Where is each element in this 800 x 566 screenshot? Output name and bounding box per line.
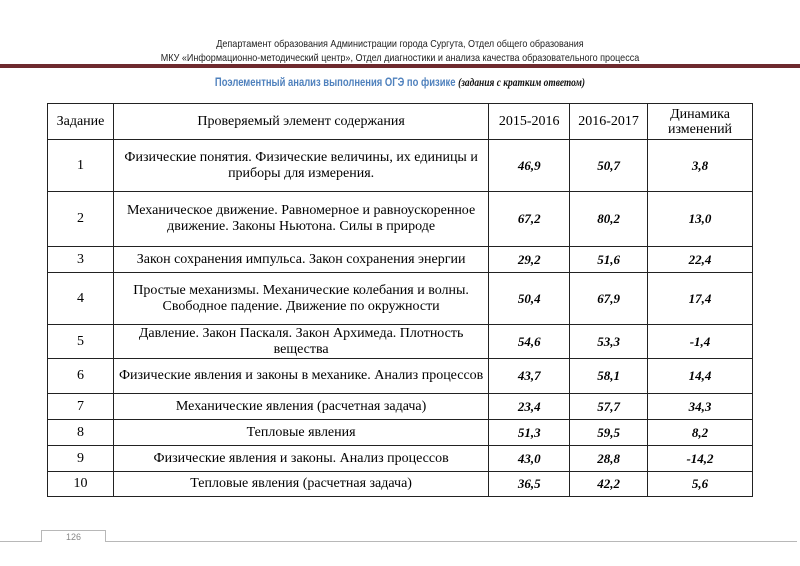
cell-task: 4 [48,273,114,325]
results-table [47,103,753,497]
page-number: 126 [65,532,82,542]
cell-2016-2017: 51,6 [570,247,648,273]
header-rule [0,64,800,68]
cell-2016-2017: 42,2 [570,472,648,497]
table-row [48,472,753,497]
cell-task: 5 [48,325,114,359]
cell-2015-2016: 54,6 [489,325,570,359]
cell-2015-2016: 23,4 [489,394,570,420]
cell-dynamics: -14,2 [648,446,753,472]
cell-task: 10 [48,472,114,497]
cell-task: 9 [48,446,114,472]
header-center: МКУ «Информационно-методический центр», Отдел диагностики и анализа качества образовательного процесса [160,52,640,64]
cell-2016-2017: 53,3 [570,325,648,359]
footer-rule-left [0,541,42,542]
cell-2016-2017: 67,9 [570,273,648,325]
cell-task: 2 [48,192,114,247]
cell-dynamics: 34,3 [648,394,753,420]
title-subtitle: (задания с кратким ответом) [458,77,586,89]
cell-dynamics: 22,4 [648,247,753,273]
table-row [48,359,753,394]
cell-element: Закон сохранения импульса. Закон сохранения энергии [113,247,488,273]
cell-dynamics: 17,4 [648,273,753,325]
col-header-2016-2017: 2016-2017 [570,104,648,140]
table-row [48,420,753,446]
table-row [48,247,753,273]
cell-dynamics: 14,4 [648,359,753,394]
table-row [48,140,753,192]
cell-2016-2017: 58,1 [570,359,648,394]
cell-dynamics: 8,2 [648,420,753,446]
table-header-row [48,104,753,140]
cell-element: Физические явления и законы в механике. Анализ процессов [113,359,488,394]
page-title [72,77,728,89]
cell-task: 8 [48,420,114,446]
cell-task: 7 [48,394,114,420]
cell-2016-2017: 28,8 [570,446,648,472]
cell-element: Механические явления (расчетная задача) [113,394,488,420]
cell-2015-2016: 46,9 [489,140,570,192]
cell-element: Давление. Закон Паскаля. Закон Архимеда. Плотность вещества [113,325,488,359]
cell-dynamics: 3,8 [648,140,753,192]
cell-element: Механическое движение. Равномерное и равноускоренное движение. Законы Ньютона. Силы в природе [113,192,488,247]
table-row [48,446,753,472]
cell-2016-2017: 50,7 [570,140,648,192]
cell-2015-2016: 50,4 [489,273,570,325]
cell-dynamics: 13,0 [648,192,753,247]
cell-element: Тепловые явления [113,420,488,446]
cell-2015-2016: 51,3 [489,420,570,446]
cell-2015-2016: 29,2 [489,247,570,273]
cell-2016-2017: 80,2 [570,192,648,247]
cell-2015-2016: 43,7 [489,359,570,394]
cell-2016-2017: 57,7 [570,394,648,420]
cell-element: Простые механизмы. Механические колебания и волны. Свободное падение. Движение по окружности [113,273,488,325]
table-row [48,273,753,325]
cell-dynamics: -1,4 [648,325,753,359]
header-department: Департамент образования Администрации города Сургута, Отдел общего образования [216,38,584,50]
cell-task: 1 [48,140,114,192]
cell-task: 6 [48,359,114,394]
table-row [48,325,753,359]
cell-task: 3 [48,247,114,273]
table-row [48,394,753,420]
col-header-dynamics: Динамика изменений [648,104,753,140]
col-header-2015-2016: 2015-2016 [489,104,570,140]
cell-element: Тепловые явления (расчетная задача) [113,472,488,497]
cell-2015-2016: 67,2 [489,192,570,247]
cell-2015-2016: 43,0 [489,446,570,472]
footer-rule-right [105,541,797,542]
cell-element: Физические понятия. Физические величины, их единицы и приборы для измерения. [113,140,488,192]
table-row [48,192,753,247]
cell-element: Физические явления и законы. Анализ процессов [113,446,488,472]
col-header-task: Задание [48,104,114,140]
cell-2015-2016: 36,5 [489,472,570,497]
cell-dynamics: 5,6 [648,472,753,497]
cell-2016-2017: 59,5 [570,420,648,446]
title-main: Поэлементный анализ выполнения ОГЭ по физике [214,77,459,89]
col-header-element: Проверяемый элемент содержания [113,104,488,140]
